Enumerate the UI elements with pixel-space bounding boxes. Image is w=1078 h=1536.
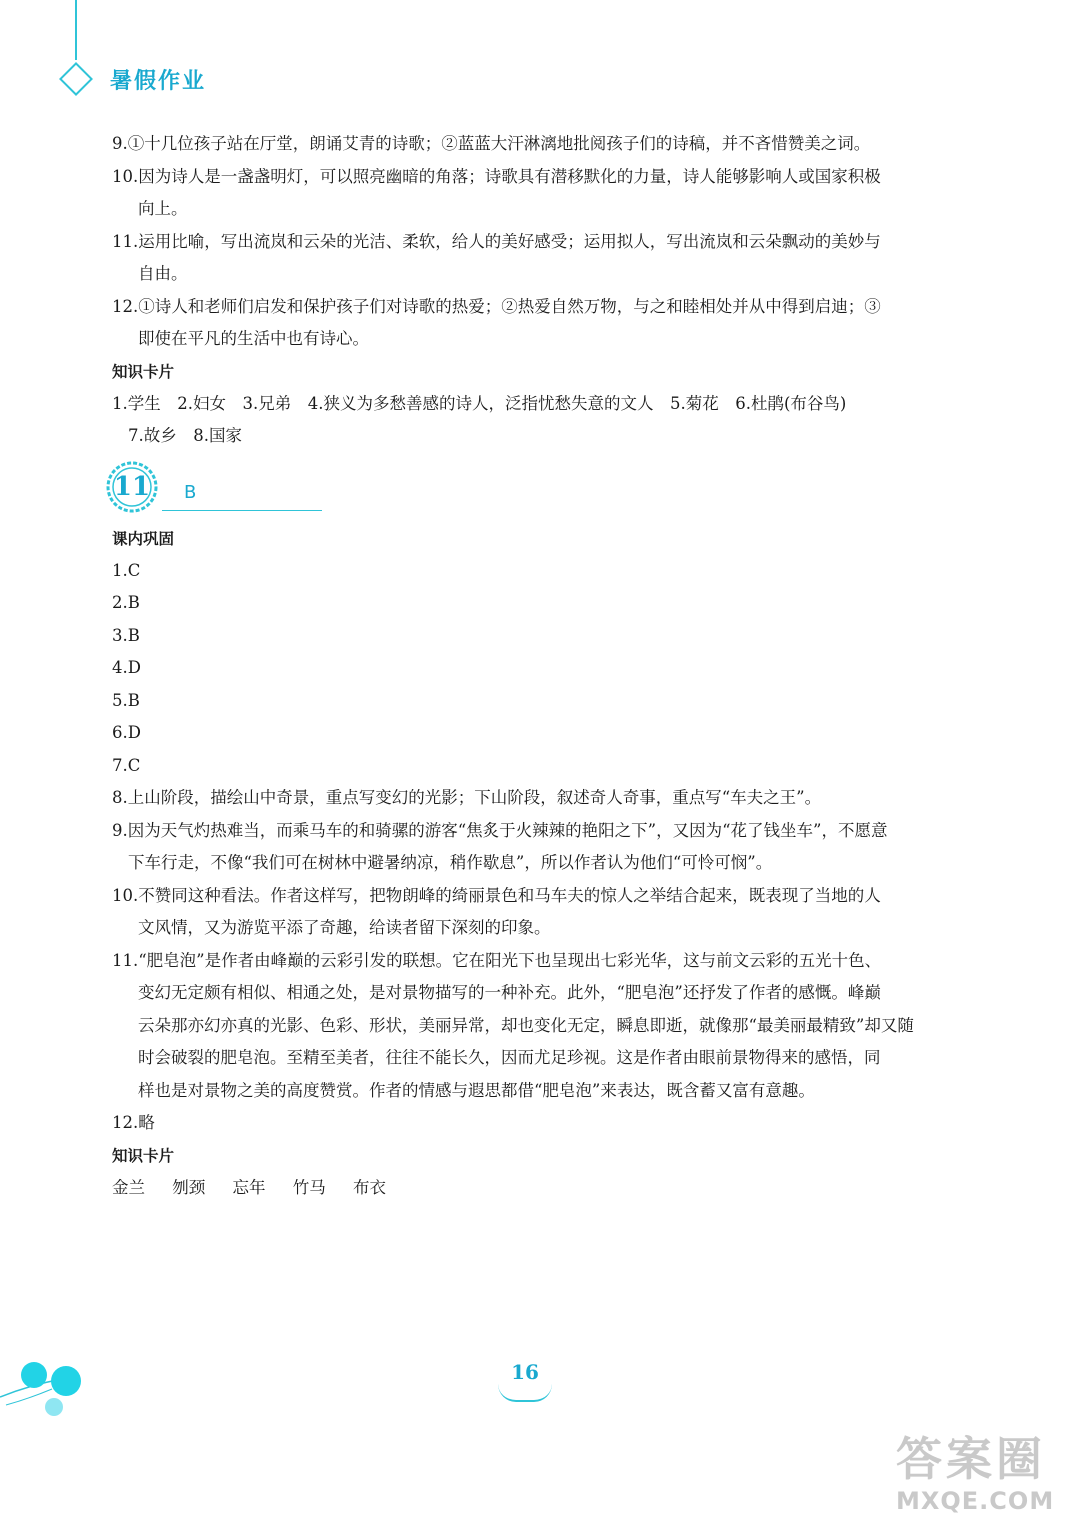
answer-line: 云朵那亦幻亦真的光影、色彩、形状，美丽异常，却也变化无定，瞬息即逝，就像那“最美丽最精致”却又随 — [138, 1015, 914, 1035]
answer-line: 7.C — [112, 755, 141, 775]
card-word: 布衣 — [353, 1177, 386, 1197]
answer-line: 1.C — [112, 560, 141, 580]
answer-content — [112, 128, 942, 1204]
answer-line: 自由。 — [138, 264, 188, 283]
answer-line: 3.B — [112, 625, 140, 645]
answer-line: 文风情，又为游览平添了奇趣，给读者留下深刻的印象。 — [138, 918, 551, 937]
answer-line: 2.B — [112, 593, 140, 612]
answer-line: 8.上山阶段，描绘山中奇景，重点写变幻的光影；下山阶段，叙述奇人奇事，重点写“车夫之王”。 — [112, 788, 822, 807]
part2-item-10 — [112, 880, 942, 945]
bubble-decoration-icon — [0, 1355, 110, 1425]
answer-line: 11.运用比喻，写出流岚和云朵的光洁、柔软，给人的美好感受；运用拟人，写出流岚和云朵飘动的美妙与 — [112, 231, 881, 251]
knowledge-card-title: 知识卡片 — [112, 1146, 175, 1165]
answer-line: 时会破裂的肥皂泡。至精至美者，往往不能长久，因而尤足珍视。这是作者由眼前景物得来的感悟，同 — [138, 1048, 881, 1067]
answer-line: 下车行走，不像“我们可在树林中避暑纳凉，稍作歇息”，所以作者认为他们“可怜可悯”。 — [128, 853, 773, 872]
part2-item-12 — [112, 1107, 942, 1140]
header-rule — [75, 0, 77, 60]
page-number: 16 — [511, 1360, 539, 1384]
knowledge-card-line: 7.故乡 8.国家 — [128, 426, 242, 445]
lesson-number: 11 — [113, 471, 151, 502]
lesson-underline — [162, 510, 322, 511]
answer-line: 5.B — [112, 690, 140, 710]
part2-item-11 — [112, 945, 942, 1108]
part1-item-10 — [112, 161, 942, 226]
part1-item-11 — [112, 226, 942, 291]
part1-item-9 — [112, 128, 942, 161]
card-word: 金兰 — [112, 1177, 145, 1197]
answer-line: 4.D — [112, 658, 141, 677]
card-word: 忘年 — [232, 1177, 266, 1197]
knowledge-card-words — [112, 1172, 942, 1204]
page-header-title: 暑假作业 — [110, 69, 207, 94]
knowledge-card-title: 知识卡片 — [112, 362, 175, 381]
answer-line: 10.不赞同这种看法。作者这样写，把物朗峰的绮丽景色和马车夫的惊人之举结合起来，既表现了当地的人 — [112, 885, 881, 905]
answer-line: 12.略 — [112, 1113, 155, 1132]
lesson-letter: B — [184, 481, 197, 503]
knowledge-card-line: 1.学生 2.妇女 3.兄弟 4.狭义为多愁善感的诗人，泛指忧愁失意的文人 5.菊花 6.杜鹃(布谷鸟) — [112, 393, 847, 413]
section-title-kenei: 课内巩固 — [112, 529, 175, 548]
answer-line: 样也是对景物之美的高度赞赏。作者的情感与遐思都借“肥皂泡”来表达，既含蓄又富有意趣。 — [138, 1080, 815, 1100]
answer-line: 12.①诗人和老师们启发和保护孩子们对诗歌的热爱；②热爱自然万物，与之和睦相处并从中得到启迪；③ — [112, 296, 881, 316]
diamond-icon — [59, 62, 93, 96]
part2-item-9 — [112, 815, 942, 880]
watermark-logo — [896, 1432, 1066, 1532]
answer-line: 9.因为天气灼热难当，而乘马车的和骑骡的游客“焦炙于火辣辣的艳阳之下”，又因为“花了钱坐车”，不愿意 — [112, 820, 888, 840]
watermark-text: 答案圈 — [896, 1432, 1046, 1486]
answer-line: 10.因为诗人是一盏盏明灯，可以照亮幽暗的角落；诗歌具有潜移默化的力量，诗人能够影响人或国家积极 — [112, 166, 881, 186]
lesson-heading — [106, 455, 942, 523]
watermark-url: MXQE.COM — [896, 1487, 1055, 1515]
answer-line: 6.D — [112, 723, 141, 742]
part1-item-12 — [112, 291, 942, 356]
card-word: 刎颈 — [172, 1177, 206, 1197]
answer-line: 9.①十几位孩子站在厅堂，朗诵艾青的诗歌；②蓝蓝大汗淋漓地批阅孩子们的诗稿，并不吝惜赞美之词。 — [112, 134, 871, 153]
card-word: 竹马 — [292, 1177, 326, 1197]
part2-item-8 — [112, 782, 942, 815]
answer-line: 即使在平凡的生活中也有诗心。 — [138, 329, 369, 348]
answer-line: 变幻无定颇有相似、相通之处，是对景物描写的一种补充。此外，“肥皂泡”还抒发了作者的感慨。峰巅 — [138, 983, 881, 1002]
answer-line: 向上。 — [138, 199, 188, 218]
answer-line: 11.“肥皂泡”是作者由峰巅的云彩引发的联想。它在阳光下也呈现出七彩光华，这与前文云彩的五光十色、 — [112, 950, 882, 970]
page-number-arc — [498, 1384, 552, 1402]
